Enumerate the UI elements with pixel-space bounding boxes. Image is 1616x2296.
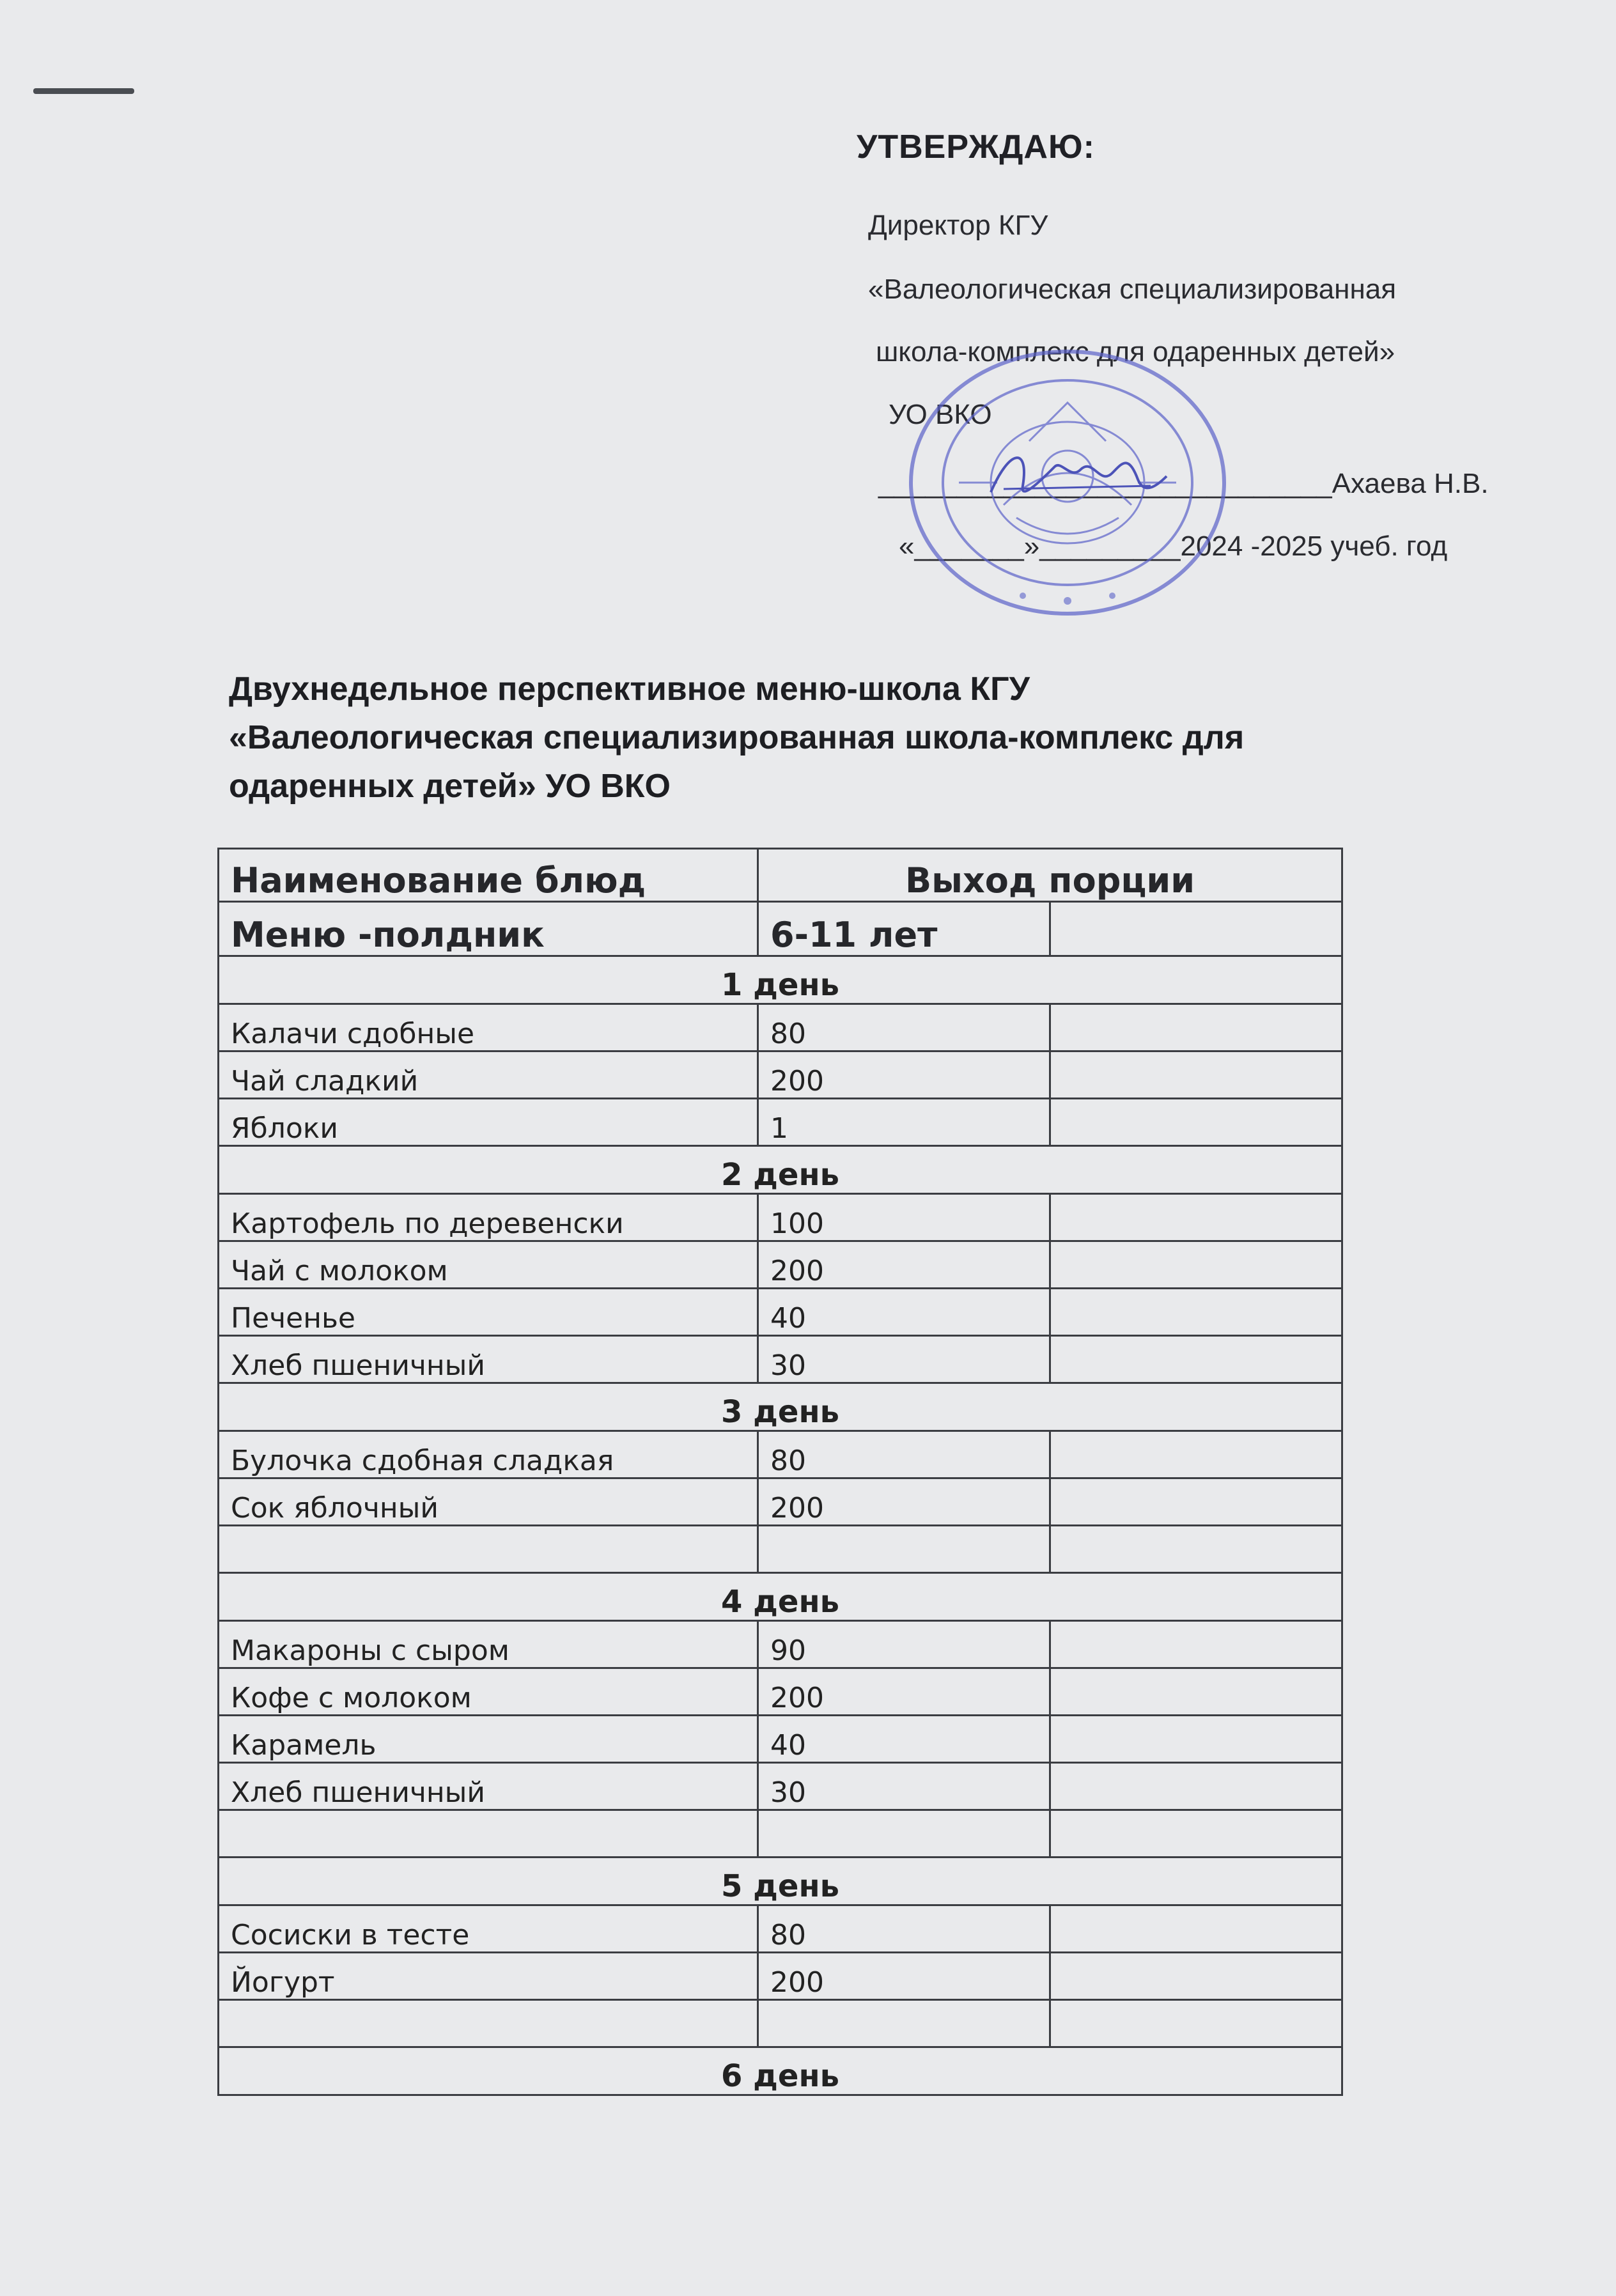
portion-cell: 90 (758, 1621, 1050, 1668)
table-row (219, 2000, 1342, 2047)
dish-name-cell: Булочка сдобная сладкая (219, 1431, 758, 1478)
day-header-row (219, 1858, 1342, 1905)
portion-cell (758, 1526, 1050, 1573)
portion-cell: 1 (758, 1099, 1050, 1146)
day-label: 6 день (219, 2047, 1342, 2095)
approval-signature-line: _____________________________Ахаева Н.В. (878, 468, 1489, 499)
table-row (219, 1431, 1342, 1478)
day-header-row (219, 956, 1342, 1004)
empty-cell (1050, 1478, 1342, 1526)
menu-table (217, 848, 1343, 2096)
table-row (219, 1099, 1342, 1146)
approval-org-line3: УО ВКО (889, 399, 992, 430)
empty-cell (1050, 1763, 1342, 1810)
document-title-line1: Двухнедельное перспективное меню-школа КГУ (229, 671, 1030, 708)
empty-cell (1050, 1716, 1342, 1763)
portion-cell: 100 (758, 1194, 1050, 1241)
empty-cell (1050, 1289, 1342, 1336)
director-signature (984, 441, 1170, 511)
table-row (219, 1241, 1342, 1289)
table-subheader-row (219, 902, 1342, 956)
table-row (219, 1051, 1342, 1099)
table-header-row (219, 849, 1342, 902)
table-row (219, 1953, 1342, 2000)
dish-name-cell: Калачи сдобные (219, 1004, 758, 1051)
empty-cell (1050, 1194, 1342, 1241)
approval-director: Директор КГУ (868, 210, 1048, 241)
empty-cell (1050, 1099, 1342, 1146)
portion-cell: 40 (758, 1289, 1050, 1336)
empty-cell (1050, 1004, 1342, 1051)
portion-cell: 200 (758, 1051, 1050, 1099)
table-row (219, 1478, 1342, 1526)
portion-cell: 80 (758, 1004, 1050, 1051)
table-row (219, 1621, 1342, 1668)
dish-name-cell (219, 1810, 758, 1858)
day-label: 3 день (219, 1383, 1342, 1431)
approval-heading: УТВЕРЖДАЮ: (857, 128, 1095, 166)
day-header-row (219, 1573, 1342, 1621)
dish-name-cell: Хлеб пшеничный (219, 1336, 758, 1383)
dish-name-cell (219, 1526, 758, 1573)
dish-name-cell: Карамель (219, 1716, 758, 1763)
dish-name-cell: Йогурт (219, 1953, 758, 2000)
document-title-line3: одаренных детей» УО ВКО (229, 768, 671, 805)
empty-cell (1050, 1905, 1342, 1953)
dish-name-cell: Картофель по деревенски (219, 1194, 758, 1241)
header-dish-name: Наименование блюд (219, 849, 758, 902)
portion-cell: 30 (758, 1336, 1050, 1383)
portion-cell (758, 1810, 1050, 1858)
day-header-row (219, 1146, 1342, 1194)
portion-cell: 40 (758, 1716, 1050, 1763)
dish-name-cell: Сосиски в тесте (219, 1905, 758, 1953)
dish-name-cell: Чай с молоком (219, 1241, 758, 1289)
dish-name-cell: Хлеб пшеничный (219, 1763, 758, 1810)
portion-cell: 80 (758, 1905, 1050, 1953)
empty-cell (1050, 1526, 1342, 1573)
table-row (219, 1526, 1342, 1573)
portion-cell: 200 (758, 1953, 1050, 2000)
table-row (219, 1668, 1342, 1716)
approval-org-line1: «Валеологическая специализированная (868, 274, 1397, 305)
dish-name-cell: Кофе с молоком (219, 1668, 758, 1716)
empty-cell (1050, 1336, 1342, 1383)
portion-cell: 80 (758, 1431, 1050, 1478)
dish-name-cell: Чай сладкий (219, 1051, 758, 1099)
empty-cell (1050, 1621, 1342, 1668)
empty-cell (1050, 1668, 1342, 1716)
approval-date-line: «_______»_________2024 -2025 учеб. год (899, 531, 1448, 562)
day-label: 2 день (219, 1146, 1342, 1194)
dish-name-cell (219, 2000, 758, 2047)
day-header-row (219, 1383, 1342, 1431)
table-row (219, 1336, 1342, 1383)
corner-dash-mark (33, 88, 134, 94)
portion-cell: 30 (758, 1763, 1050, 1810)
day-header-row (219, 2047, 1342, 2095)
header-portion: Выход порции (758, 849, 1342, 902)
subheader-menu-type: Меню -полдник (219, 902, 758, 956)
table-row (219, 1716, 1342, 1763)
document-title-line2: «Валеологическая специализированная школа-комплекс для (229, 719, 1245, 756)
empty-cell (1050, 1051, 1342, 1099)
portion-cell: 200 (758, 1668, 1050, 1716)
empty-cell (1050, 1241, 1342, 1289)
portion-cell: 200 (758, 1478, 1050, 1526)
dish-name-cell: Макароны с сыром (219, 1621, 758, 1668)
table-row (219, 1905, 1342, 1953)
empty-cell (1050, 2000, 1342, 2047)
table-row (219, 1004, 1342, 1051)
table-row (219, 1194, 1342, 1241)
subheader-empty (1050, 902, 1342, 956)
subheader-age-group: 6-11 лет (758, 902, 1050, 956)
portion-cell: 200 (758, 1241, 1050, 1289)
empty-cell (1050, 1810, 1342, 1858)
empty-cell (1050, 1431, 1342, 1478)
document-title (229, 665, 1443, 811)
portion-cell (758, 2000, 1050, 2047)
table-row (219, 1763, 1342, 1810)
empty-cell (1050, 1953, 1342, 2000)
approval-org-line2: школа-комплекс для одаренных детей» (876, 336, 1395, 368)
dish-name-cell: Сок яблочный (219, 1478, 758, 1526)
table-row (219, 1810, 1342, 1858)
table-row (219, 1289, 1342, 1336)
day-label: 1 день (219, 956, 1342, 1004)
dish-name-cell: Печенье (219, 1289, 758, 1336)
day-label: 5 день (219, 1858, 1342, 1905)
dish-name-cell: Яблоки (219, 1099, 758, 1146)
day-label: 4 день (219, 1573, 1342, 1621)
